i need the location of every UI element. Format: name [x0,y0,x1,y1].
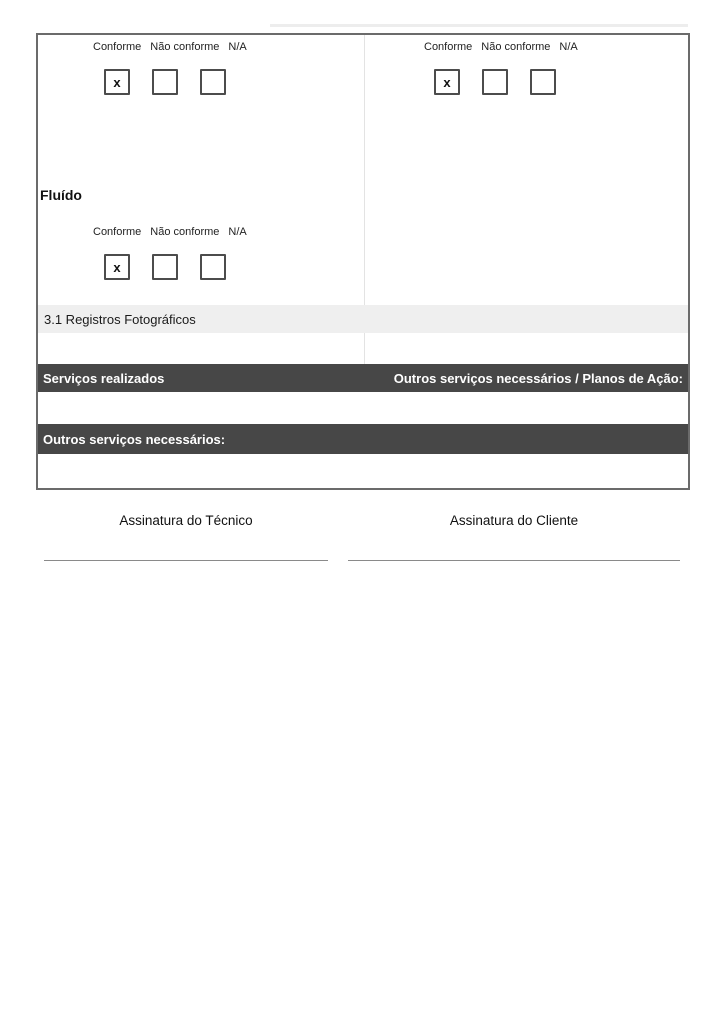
fluido-heading: Fluído [40,187,82,203]
checkbox-conforme[interactable]: x [104,69,130,95]
column-divider [364,35,365,305]
conformity-group-fluido [93,226,247,280]
conformity-group-right-top [424,41,578,95]
label-nao-conforme: Não conforme [150,226,220,238]
checkbox-nao-conforme[interactable] [482,69,508,95]
checkbox-nao-conforme[interactable] [152,254,178,280]
label-conforme: Conforme [424,41,473,53]
checklist-box [36,33,690,490]
photo-section-header [38,305,688,333]
client-signature-label: Assinatura do Cliente [449,513,579,528]
label-nao-conforme: Não conforme [150,41,220,53]
checkbox-na[interactable] [530,69,556,95]
conformity-labels [93,226,247,238]
conformity-checkboxes [104,254,247,280]
services-band-right-label: Outros serviços necessários / Planos de Ação: [393,370,683,386]
services-band-left-label: Serviços realizados [43,370,165,386]
label-na: N/A [228,226,247,238]
services-band [38,364,688,392]
technician-signature-label: Assinatura do Técnico [119,513,253,528]
conformity-labels [424,41,578,53]
conformity-checkboxes [434,69,578,95]
checkbox-conforme[interactable]: x [104,254,130,280]
column-divider-gap [364,333,365,364]
other-services-band-label: Outros serviços necessários: [43,431,226,447]
checkbox-na[interactable] [200,69,226,95]
technician-signature-line [44,560,328,561]
conformity-labels [93,41,247,53]
checkbox-conforme[interactable]: x [434,69,460,95]
label-conforme: Conforme [93,226,142,238]
conformity-group-left-top [93,41,247,95]
client-signature-line [348,560,680,561]
label-nao-conforme: Não conforme [481,41,551,53]
other-services-band [38,424,688,454]
label-na: N/A [228,41,247,53]
checkbox-nao-conforme[interactable] [152,69,178,95]
scan-artifact [270,24,688,27]
photo-section-title: 3.1 Registros Fotográficos [44,311,196,327]
checkbox-na[interactable] [200,254,226,280]
conformity-checkboxes [104,69,247,95]
label-conforme: Conforme [93,41,142,53]
label-na: N/A [559,41,578,53]
